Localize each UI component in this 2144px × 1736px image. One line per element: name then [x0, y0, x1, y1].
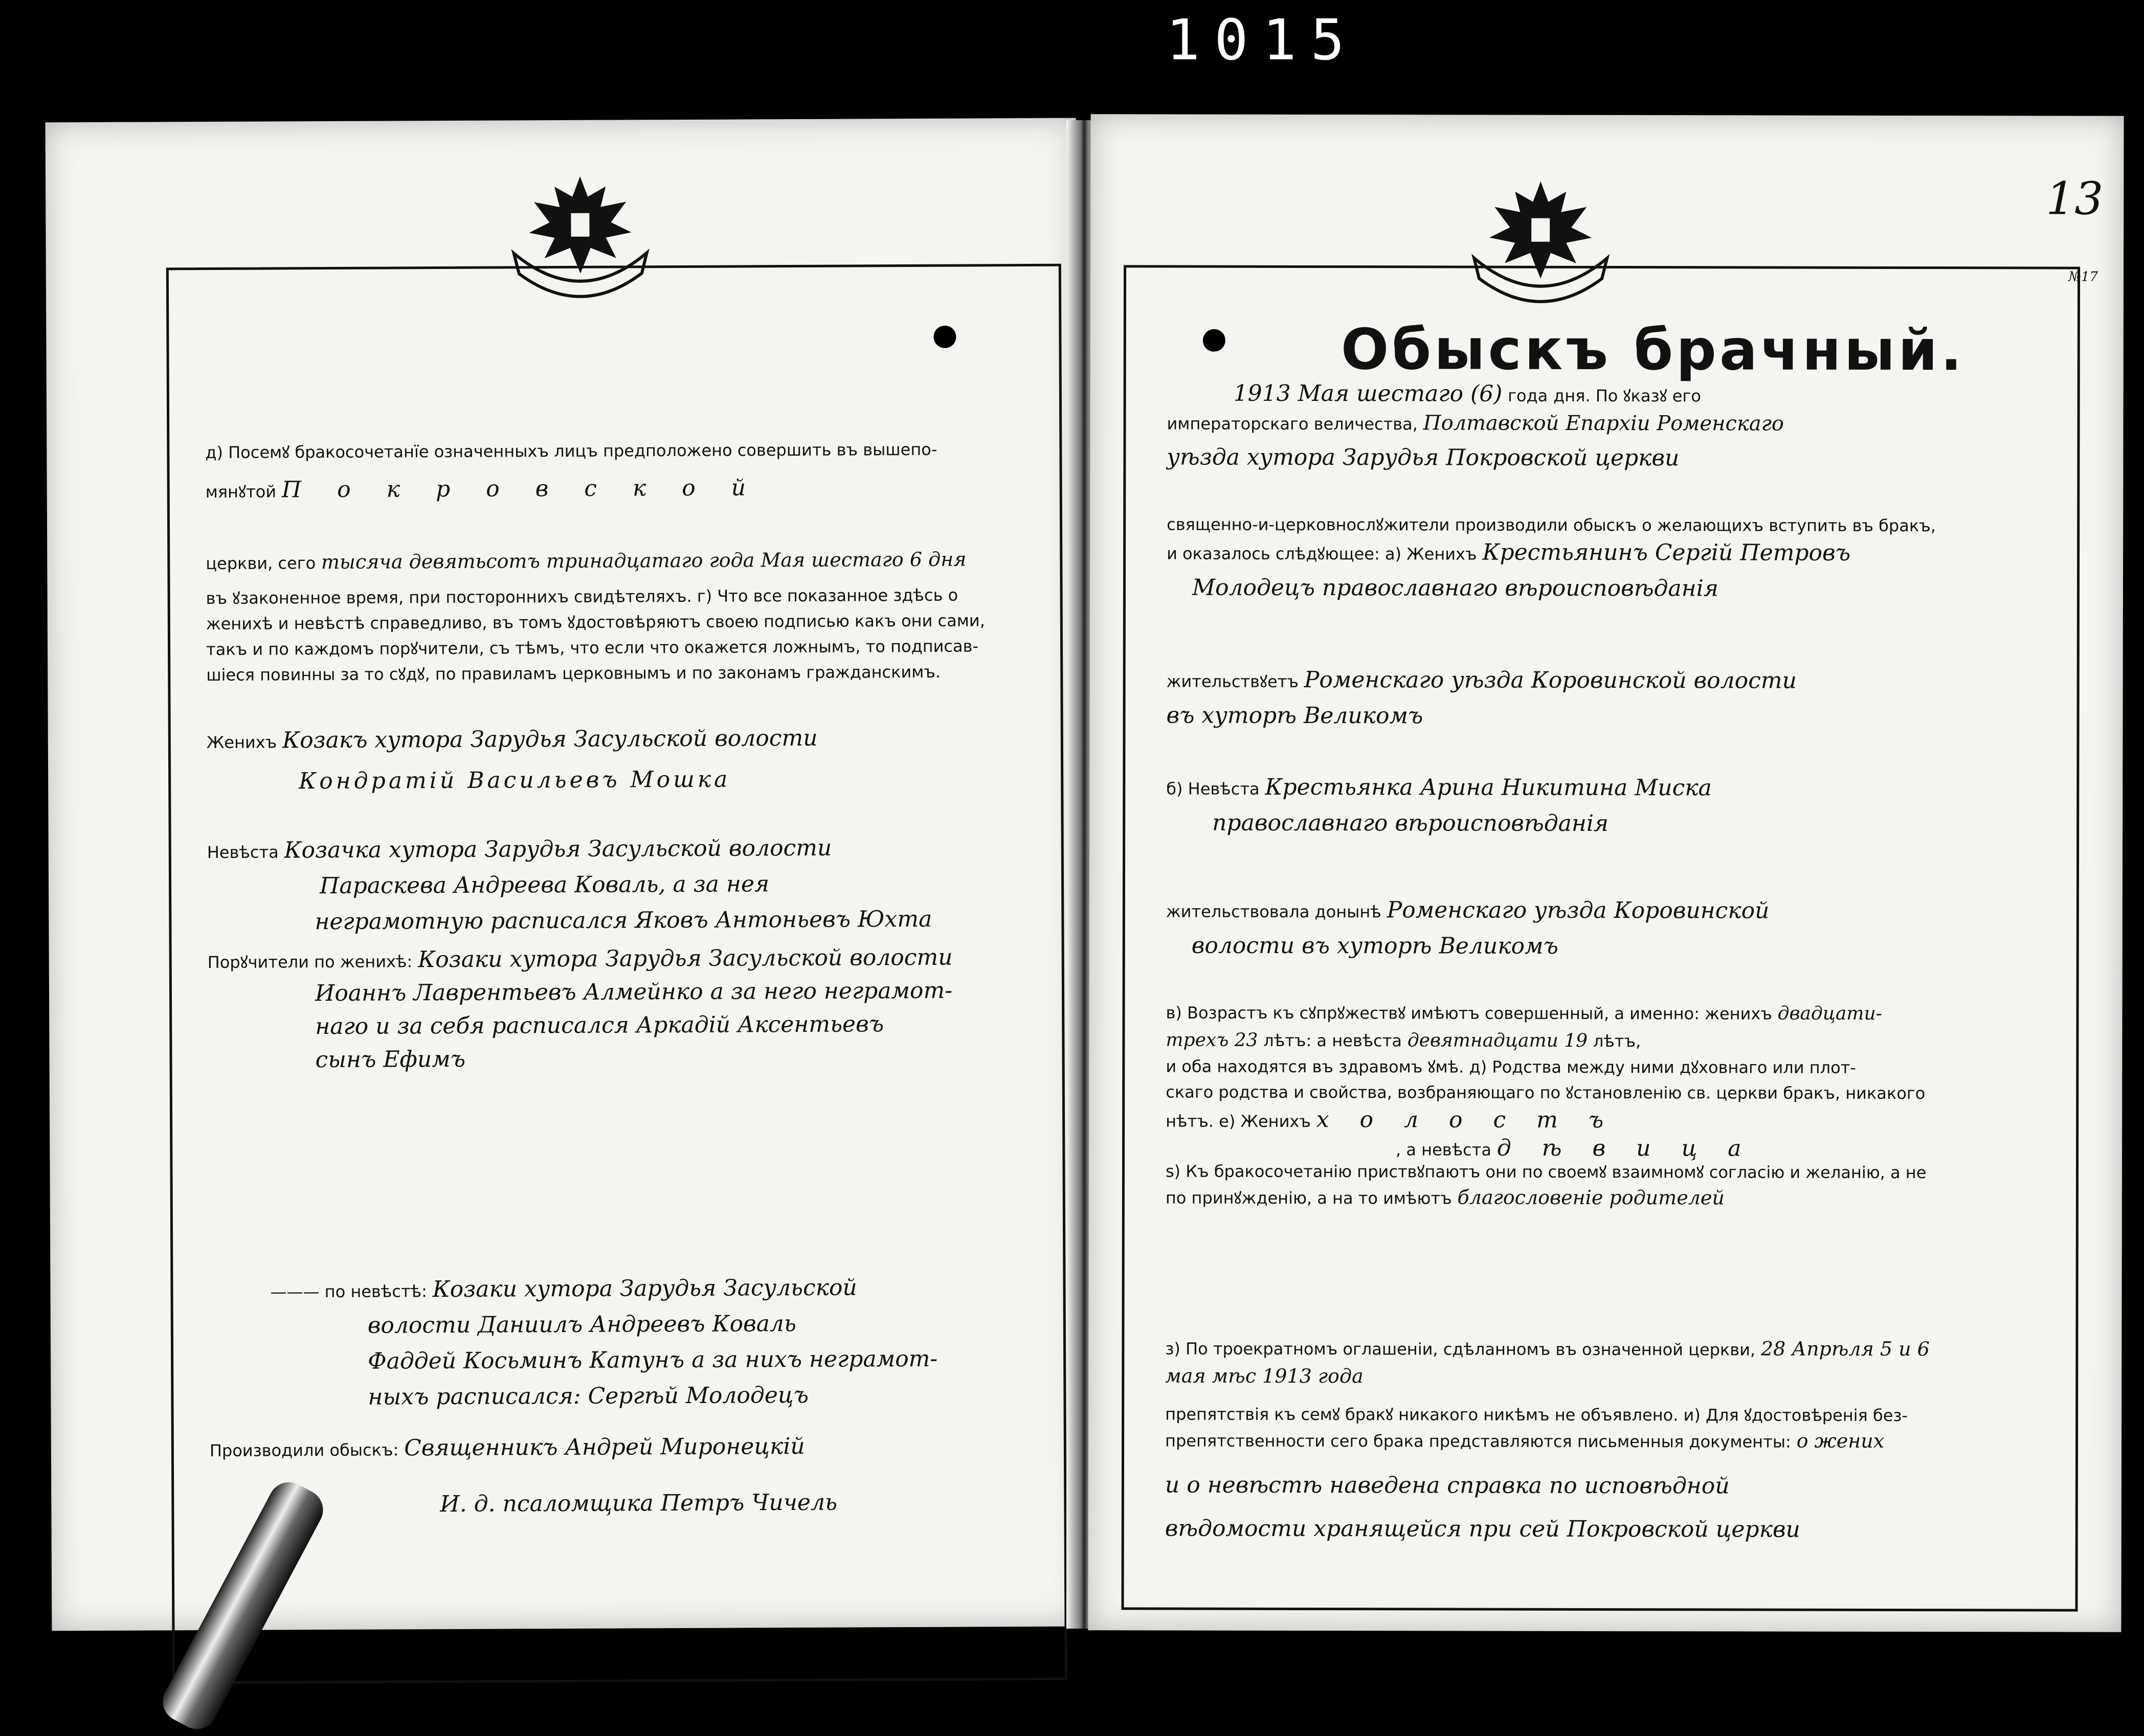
left-performed-by: Производили обыскъ: Священникъ Андрей Миронецкій [209, 1433, 805, 1461]
left-bride-sureties-3: Фаддей Косьминъ Катунъ а за нихъ неграмот- [368, 1345, 938, 1374]
right-age-line-2: трехъ 23 лѣтъ: а невѣста девятнадцати 19 лѣтъ, [1166, 1029, 1641, 1051]
left-line-6: такъ и по каждомъ порꙋчители, съ тѣмъ, что если что окажется ложнымъ, то подписав- [206, 636, 979, 660]
left-bride-name: Параскева Андреева Коваль, а за нея [319, 871, 770, 899]
right-line-16: скаго родства и свойства, возбраняющаго по ꙋстановленію св. церкви бракъ, никакого [1166, 1082, 1926, 1103]
right-line-4: священно-и-церковнослꙋжители производили обыскъ о желающихъ вступить въ бракъ, [1167, 514, 1936, 536]
left-bride-sureties-2: волости Даниилъ Андреевъ Коваль [367, 1311, 796, 1339]
left-line-5: женихѣ и невѣстѣ справедливо, въ томъ ꙋдостовѣряютъ своею подписью какъ они сами, [206, 611, 985, 634]
right-consent: по принꙋжденію, а на то имѣютъ благословеніе родителей [1165, 1186, 1725, 1209]
record-number: №17 [2068, 269, 2098, 285]
left-line-1: д) Посемꙋ бракосочетанїе означенныхъ лицъ предположено совершить въ вышепо- [205, 439, 937, 463]
left-line-7: шiеся повинны за то сꙋдꙋ, по правиламъ церковнымъ и по законамъ гражданскимъ. [206, 662, 941, 685]
right-documents-3: вѣдомости хранящейся при сей Покровской церкви [1165, 1515, 1800, 1543]
right-groom-residence: жительствꙋетъ Роменскаго уѣзда Коровинской волости [1166, 666, 1797, 694]
left-groom-sureties: Порꙋчители по женихѣ: Козаки хутора Зарудья Засульской волости [207, 944, 953, 973]
right-bride-residence-2: волости въ хуторѣ Великомъ [1191, 932, 1558, 959]
left-page [46, 118, 1083, 1631]
right-line-3: уѣзда хутора Зарудья Покровской церкви [1167, 444, 1680, 471]
left-bride-signer: неграмотную расписался Яковъ Антоньевъ Юхта [315, 906, 932, 935]
page-number: 13 [2046, 172, 2104, 225]
right-page [1088, 114, 2124, 1632]
right-status-groom: нѣтъ. е) Женихъ холостъ [1166, 1107, 1635, 1134]
right-line-19: ѕ) Къ бракосочетанію приствꙋпаютъ они по своемꙋ взаимномꙋ согласію и желанію, а не [1165, 1161, 1927, 1183]
left-bride-sureties-4: ныхъ расписался: Сергѣй Молодецъ [368, 1382, 809, 1410]
left-groom-name: Кондратій Васильевъ Мошка [299, 766, 731, 795]
left-groom-sureties-3: наго и за себя расписался Аркадій Аксентьевъ [315, 1011, 884, 1040]
right-groom-faith: Молодецъ православнаго вѣроисповѣданія [1192, 574, 1718, 602]
right-bride-faith: православнаго вѣроисповѣданія [1212, 809, 1609, 837]
right-documents: препятственности сего брака представляются письменныя документы: о жених [1165, 1429, 1885, 1452]
right-status-bride: , а невѣста дѣвица [1396, 1135, 1772, 1162]
right-bride-line: б) Невѣста Крестьянка Арина Никитина Миска [1166, 774, 1712, 801]
left-bride-line: Невѣста Козачка хутора Зарудья Засульской волости [207, 835, 832, 864]
left-psalmist: И. д. псаломщика Петръ Чичель [440, 1489, 838, 1518]
right-banns: з) По троекратномъ оглашеніи, сдѣланномъ въ означенной церкви, 28 Апрѣля 5 и 6 [1165, 1337, 1930, 1361]
left-line-4: въ ꙋзаконенное время, при постороннихъ свидѣтеляхъ. г) Что все показанное здѣсь о [206, 585, 958, 608]
right-documents-2: и о невѣстѣ наведена справка по исповѣдной [1165, 1472, 1730, 1499]
right-line-1: 1913 Мая шестаго (6) года дня. По ꙋказꙋ его [1233, 380, 1701, 407]
form-title: Обыскъ брачный. [1341, 317, 1966, 384]
right-line-23: препятствія къ семꙋ бракꙋ никакого никѣмъ не объявлено. и) Для ꙋдостовѣренія без- [1165, 1404, 1908, 1426]
right-line-2: императорскаго величества, Полтавской Епархіи Роменскаго [1167, 411, 1784, 436]
right-bride-residence: жительствовала донынѣ Роменскаго уѣзда Коровинской [1166, 897, 1770, 924]
right-line-15: и оба находятся въ здравомъ ꙋмѣ. д) Родства между ними дꙋховнаго или плот- [1166, 1056, 1856, 1077]
left-line-3: церкви, сего тысяча девятьсотъ тринадцатаго года Мая шестаго 6 дня [206, 548, 967, 574]
left-groom-sureties-2: Иоаннъ Лаврентьевъ Алмейнко а за него неграмот- [315, 977, 953, 1007]
left-groom-sureties-4: сынъ Ефимъ [315, 1046, 466, 1073]
left-groom-line: Женихъ Козакъ хутора Зарудья Засульской волости [206, 725, 818, 754]
right-banns-2: мая мѣс 1913 года [1165, 1364, 1364, 1388]
right-groom-residence-2: въ хуторѣ Великомъ [1166, 702, 1423, 729]
church-name: Покровской [281, 475, 782, 503]
frame-number: 1015 [1166, 7, 1359, 73]
left-line-2: мянꙋтой Покровской [205, 475, 782, 503]
right-groom-line: и оказалось слѣдꙋющее: а) Женихъ Крестьянинъ Сергій Петровъ [1167, 539, 1851, 566]
left-bride-sureties: ——— по невѣстѣ: Козаки хутора Зарудья Засульской [270, 1274, 857, 1303]
right-age-line: в) Возрастъ къ сꙋпрꙋжествꙋ имѣютъ совершенный, а именно: женихъ двадцати- [1166, 1003, 1882, 1024]
